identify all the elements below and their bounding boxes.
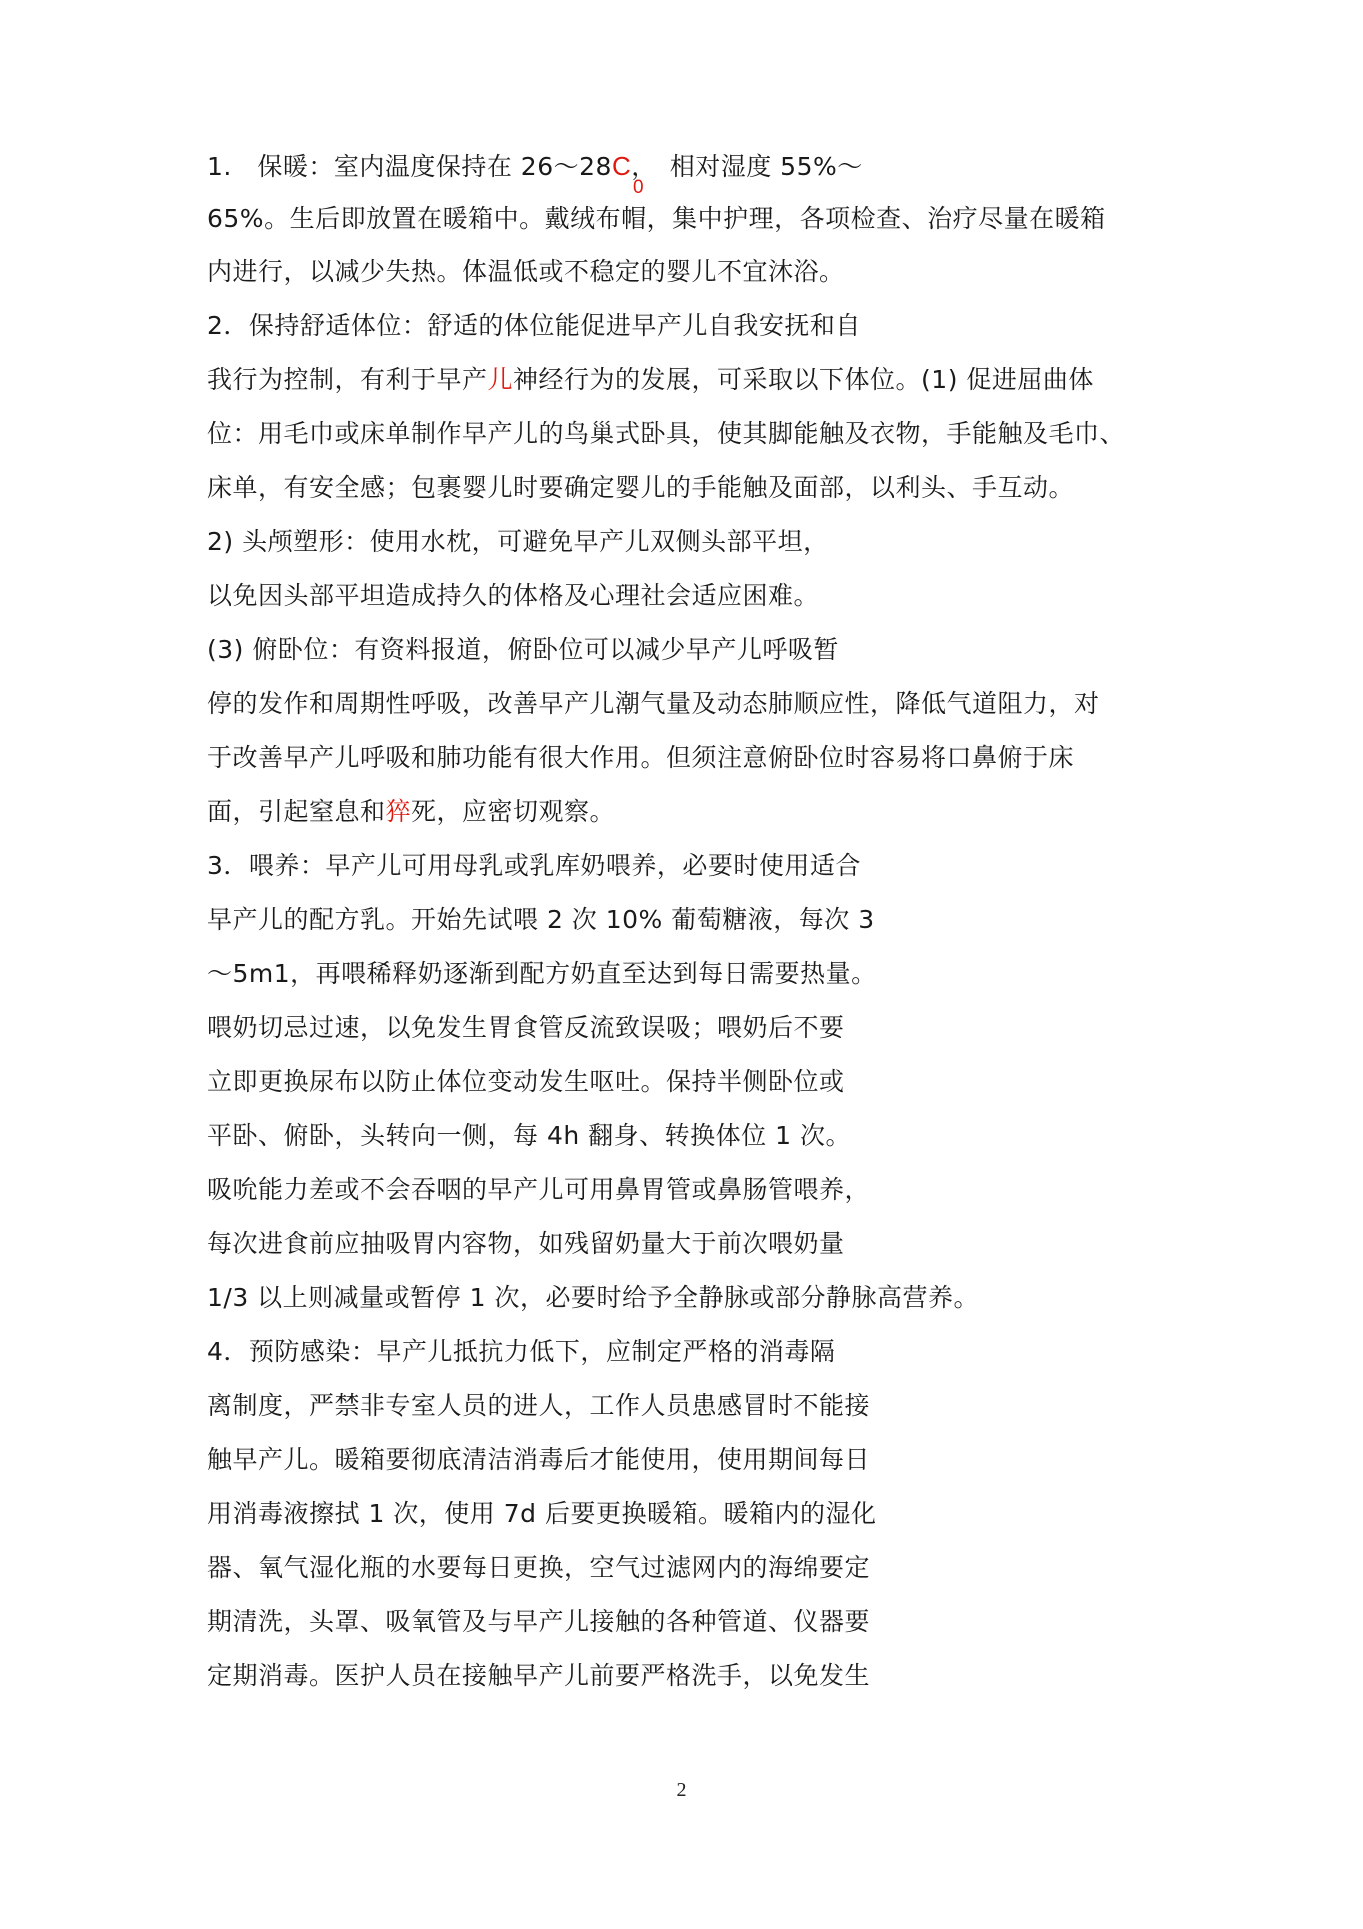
page-number: 2 [676, 1779, 687, 1801]
text-line: 停的发作和周期性呼吸，改善早产儿潮气量及动态肺顺应性，降低气道阻力，对 [207, 689, 1100, 718]
text-line: 位：用毛巾或床单制作早产儿的鸟巢式卧具，使其脚能触及衣物，手能触及毛巾、 [207, 419, 1126, 448]
text-line: 喂奶切忌过速，以免发生胃食管反流致误吸；喂奶后不要 [207, 1013, 845, 1042]
text-segment: 面，引起窒息和 [207, 797, 386, 826]
text-segment: 神经行为的发展，可采取以下体位。(1) 促进屈曲体 [513, 365, 1094, 394]
text-line: 器、氧气湿化瓶的水要每日更换，空气过滤网内的海绵要定 [207, 1553, 871, 1582]
text-line: 离制度，严禁非专室人员的进人，工作人员患感冒时不能接 [207, 1391, 871, 1420]
text-line: 以免因头部平坦造成持久的体格及心理社会适应困难。 [207, 581, 820, 610]
highlighted-character: 儿 [487, 365, 514, 394]
text-line: 1/3 以上则减量或暂停 1 次，必要时给予全静脉或部分静脉高营养。 [207, 1283, 979, 1312]
text-line: 定期消毒。医护人员在接触早产儿前要严格洗手，以免发生 [207, 1661, 871, 1690]
text-line: 3．喂养：早产儿可用母乳或乳库奶喂养，必要时使用适合 [207, 851, 861, 880]
celsius-c-mark: C [611, 151, 632, 181]
text-line: 4．预防感染：早产儿抵抗力低下，应制定严格的消毒隔 [207, 1337, 836, 1366]
text-line: 床单，有安全感；包裹婴儿时要确定婴儿的手能触及面部，以利头、手互动。 [207, 473, 1075, 502]
text-line: 2．保持舒适体位：舒适的体位能促进早产儿自我安抚和自 [207, 311, 861, 340]
text-line [207, 363, 1094, 397]
text-segment: 我行为控制，有利于早产 [207, 365, 488, 394]
text-line: 内进行，以减少失热。体温低或不稳定的婴儿不宜沐浴。 [207, 257, 845, 286]
highlighted-character: 猝 [385, 797, 412, 826]
text-line: 用消毒液擦拭 1 次，使用 7d 后要更换暖箱。暖箱内的湿化 [207, 1499, 877, 1528]
text-segment: 死，应密切观察。 [411, 797, 616, 826]
text-line: 65%。生后即放置在暖箱中。戴绒布帽，集中护理，各项检查、治疗尽量在暖箱 [207, 204, 1106, 233]
text-line: 触早产儿。暖箱要彻底清洁消毒后才能使用，使用期间每日 [207, 1445, 871, 1474]
text-line: 于改善早产儿呼吸和肺功能有很大作用。但须注意俯卧位时容易将口鼻俯于床 [207, 743, 1075, 772]
text-line: 平卧、俯卧，头转向一侧，每 4h 翻身、转换体位 1 次。 [207, 1121, 851, 1150]
text-line [207, 795, 615, 829]
text-segment: 1. 保暖：室内温度保持在 26～28 [207, 152, 612, 181]
text-line: 吸吮能力差或不会吞咽的早产儿可用鼻胃管或鼻肠管喂养， [207, 1175, 871, 1204]
text-segment: ， 相对湿度 55%～ [631, 152, 863, 181]
text-line: (3) 俯卧位：有资料报道，俯卧位可以减少早产儿呼吸暂 [207, 635, 839, 664]
text-line: 2) 头颅塑形：使用水枕，可避免早产儿双侧头部平坦， [207, 527, 829, 556]
text-line [207, 149, 863, 184]
text-line: ～5m1，再喂稀释奶逐渐到配方奶直至达到每日需要热量。 [207, 959, 877, 988]
text-line: 早产儿的配方乳。开始先试喂 2 次 10% 葡萄糖液，每次 3 [207, 905, 875, 934]
text-line: 每次进食前应抽吸胃内容物，如残留奶量大于前次喂奶量 [207, 1229, 845, 1258]
text-line: 期清洗，头罩、吸氧管及与早产儿接触的各种管道、仪器要 [207, 1607, 871, 1636]
degree-zero-mark: 0 [633, 177, 644, 198]
text-line: 立即更换尿布以防止体位变动发生呕吐。保持半侧卧位或 [207, 1067, 845, 1096]
